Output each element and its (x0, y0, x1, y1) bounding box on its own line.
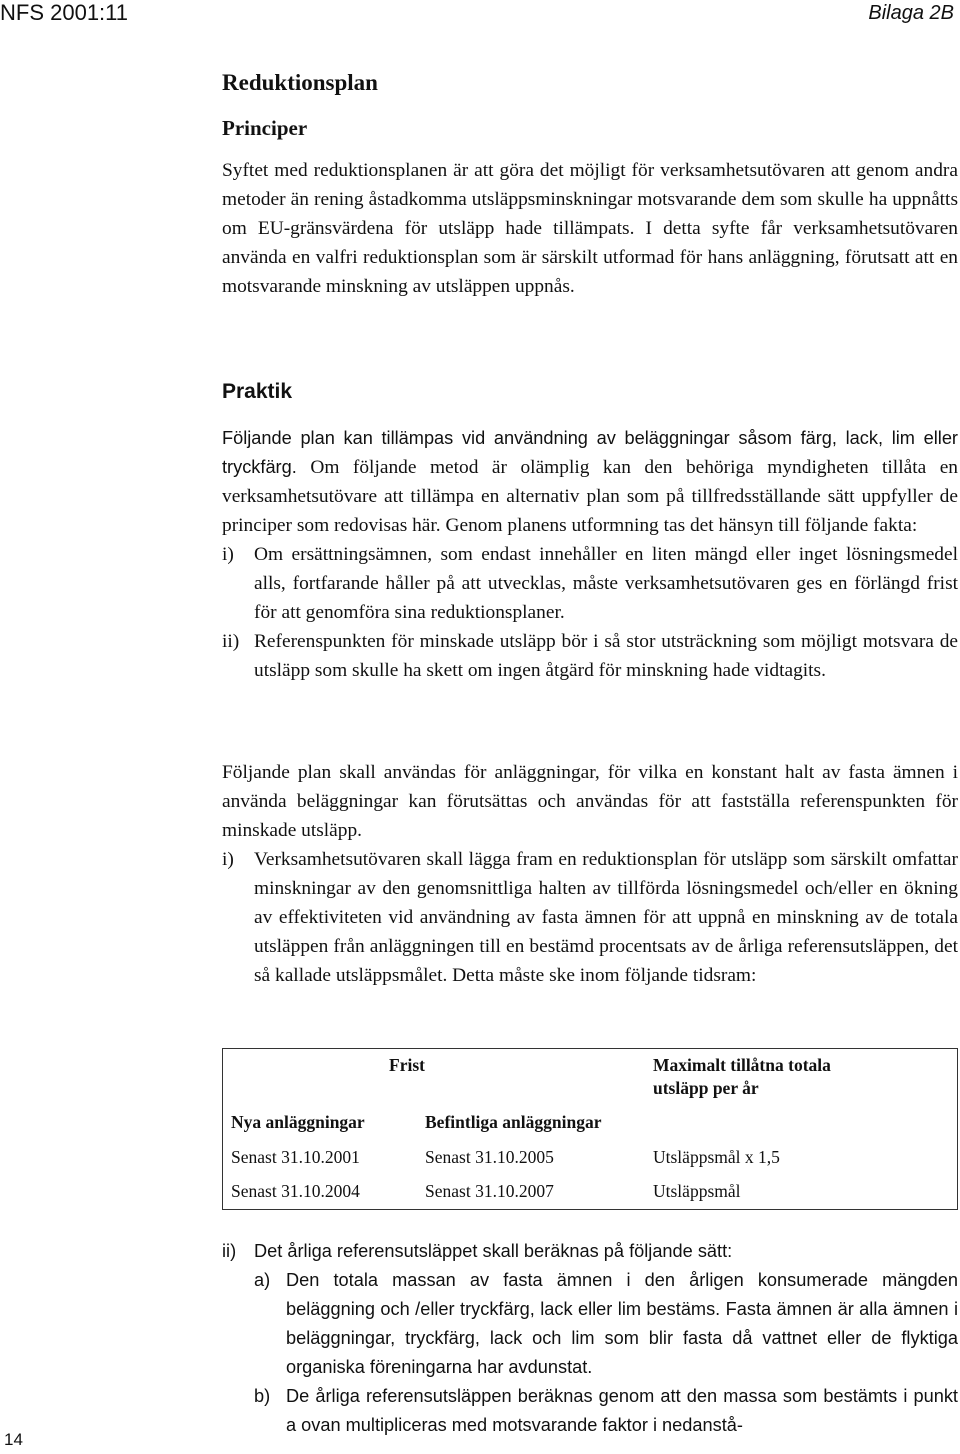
principer-heading: Principer (222, 116, 308, 140)
list-item-text: De årliga referensutsläppen beräknas genom att den massa som bestämts i punkt a ovan multipliceras med motsvarande faktor i nedanstå- (286, 1386, 958, 1435)
table-cell-nya: Senast 31.10.2001 (231, 1147, 360, 1167)
paragraph-2-text: Följande plan skall användas för anläggningar, för vilka en konstant halt av fasta ämnen i använda beläggningar kan förutsättas och användas för att fastställa referenspunkten för minskade utsläpp. (222, 762, 958, 841)
list-item (222, 540, 958, 627)
list-marker: i) (222, 544, 234, 565)
deadline-table (222, 1048, 958, 1210)
sub-list-item (254, 1266, 958, 1382)
paragraph-2 (222, 758, 958, 990)
section-title: Reduktionsplan (222, 70, 378, 95)
running-header-annex: Bilaga 2B (868, 2, 954, 24)
table-subheader-befintliga: Befintliga anläggningar (425, 1112, 602, 1132)
list-marker: b) (254, 1386, 271, 1406)
running-header-code: NFS 2001:11 (0, 0, 129, 25)
praktik-intro-serif: Om följande metod är olämplig kan den behöriga myndigheten tillåta en verksamhetsutövare att tillämpa en alternativ plan som på tillfredsställande sätt uppfyller de principer som redovisas här. Genom planens utformning tas det hänsyn till följande fakta: (222, 457, 958, 536)
list-item (222, 845, 958, 990)
sub-list-item (254, 1382, 958, 1440)
after-table-list (222, 1237, 958, 1440)
table-cell-befintliga: Senast 31.10.2007 (425, 1181, 554, 1201)
table-cell-max: Utsläppsmål x 1,5 (653, 1147, 780, 1167)
praktik-intro-sans: Följande plan kan tillämpas vid användning av beläggningar såsom färg, lack, lim eller tryckfärg. (222, 428, 958, 477)
table-header-max-line2: utsläpp per år (653, 1078, 759, 1098)
table-cell-nya: Senast 31.10.2004 (231, 1181, 360, 1201)
list-item-text: Det årliga referensutsläppet skall beräknas på följande sätt: (254, 1241, 733, 1261)
list-marker: ii) (222, 631, 240, 652)
list-marker: i) (222, 849, 234, 870)
list-item-text: Om ersättningsämnen, som endast innehåller en liten mängd eller inget lösningsmedel alls, fortfarande håller på att utvecklas, måste verksamhetsutövaren ges en förlängd frist för att genomföra sina reduktionsplaner. (254, 544, 958, 623)
list-item-text: Verksamhetsutövaren skall lägga fram en reduktionsplan för utsläpp som särskilt omfattar minskningar av den genomsnittliga halten av tillförda lösningsmedel och/eller en ökning av effektiviteten vid användning av fasta ämnen för att uppnå en minskning av de totala utsläppen från anläggningen till en bestämd procentsats av de årliga referensutsläppen, det så kallade utsläppsmålet. Detta måste ske inom följande tidsram: (254, 849, 958, 986)
principer-text: Syftet med reduktionsplanen är att göra det möjligt för verksamhetsutövaren att genom andra metoder än rening åstadkomma utsläppsminskningar motsvarande dem som skulle ha uppnåtts om EU-gränsvärdena för utsläpp hade tillämpats. I detta syfte får verksamhetsutövaren använda en valfri reduktionsplan som är särskilt utformad för hans anläggning, förutsatt att en motsvarande minskning av utsläppen uppnås. (222, 160, 958, 297)
principer-paragraph (222, 156, 958, 301)
table-header-frist: Frist (389, 1055, 425, 1075)
list-marker: ii) (222, 1241, 237, 1261)
table-cell-max: Utsläppsmål (653, 1181, 741, 1201)
praktik-heading: Praktik (222, 380, 293, 403)
table-header-max-line1: Maximalt tillåtna totala (653, 1055, 831, 1075)
list-item (222, 1237, 958, 1266)
page-number: 14 (4, 1430, 23, 1449)
list-item-text: Den totala massan av fasta ämnen i den årligen konsumerade mängden beläggning och /eller tryckfärg, lack eller lim bestäms. Fasta ämnen är alla ämnen i beläggningar, tryckfärg, lack och lim som blir fasta då vattnet eller de flyktiga organiska föreningarna har avdunstat. (286, 1270, 958, 1377)
list-item-text: Referenspunkten för minskade utsläpp bör i så stor utsträckning som möjligt motsvara de utsläpp som skulle ha skett om ingen åtgärd för minskning hade vidtagits. (254, 631, 958, 681)
list-marker: a) (254, 1270, 271, 1290)
list-item (222, 627, 958, 685)
praktik-body (222, 424, 958, 685)
praktik-intro (222, 424, 958, 540)
table-subheader-nya: Nya anläggningar (231, 1112, 365, 1132)
table-cell-befintliga: Senast 31.10.2005 (425, 1147, 554, 1167)
